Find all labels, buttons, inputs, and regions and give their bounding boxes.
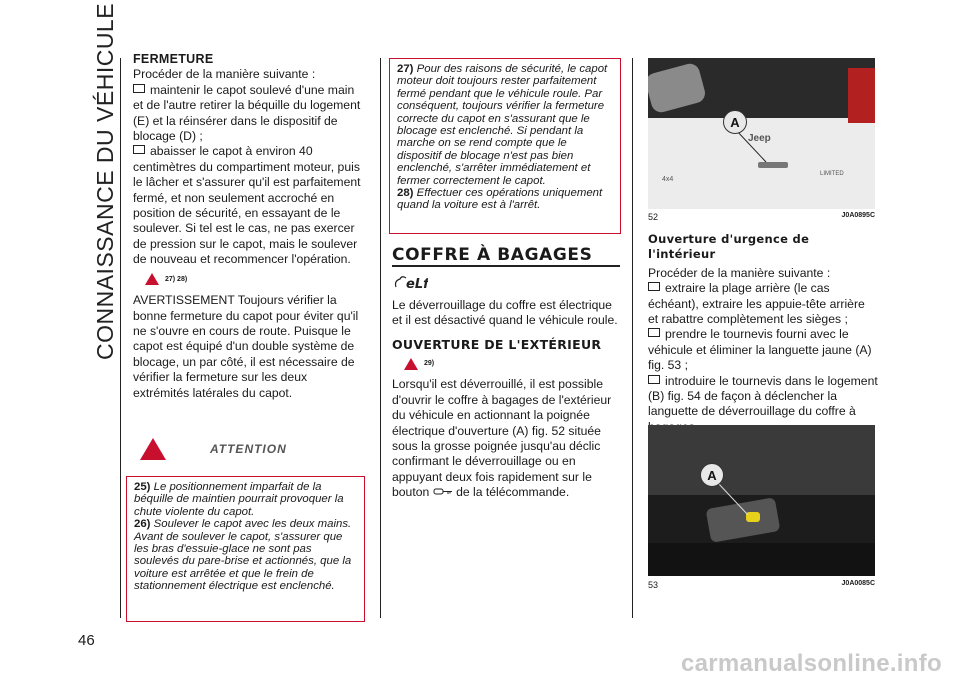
avertissement-text: AVERTISSEMENT Toujours vérifier la bonne fermeture du capot pour éviter qu'il ne s'ouvre en cours de route. Puisque le capot est équipé d'un double système de blocage, un par côté, il est nécessaire de vérifier la fermeture sur les deux extrémités latérales du capot. [133,293,359,400]
callout-leader [648,425,875,576]
step-1: maintenir le capot soulevé d'une main et de l'autre retirer la béquille du logement (E) et la réinsérer dans le dispositif de blocage (D) ; [133,83,365,145]
note-26: Soulever le capot avec les deux mains. Avant de soulever le capot, s'assurer que les bras d'essuie-glace ne sont pas soulevés du pare-brise et actionnés, que la voiture est arrêtée et que le frein de stationnement électrique est enclenché. [134,518,352,593]
figure-code: J0A0085C [841,580,875,587]
figure-number: 52 [648,212,659,222]
column-divider [632,58,633,618]
figure-53-caption [648,580,875,590]
ouverture-body-end: de la télécommande. [456,485,570,500]
note-27: Pour des raisons de sécurité, le capot moteur doit toujours rester parfaitement fermé pendant que le véhicule roule. Par conséquent, toujours vérifier la fermeture correcte du capot en s'assurant que le blocage est enclenché. Si pendant la marche on se rend compte que le dispositif de blocage n'est pas bien enclenché, s'arrêter immédiatement et fermer correctement le capot. [397,63,608,187]
key-fob-icon [433,485,453,499]
step-3: introduire le tournevis dans le logement (B) fig. 54 de façon à déclencher la languette de déverrouillage du coffre à [648,374,878,436]
intro-text: Procéder de la manière suivante : [648,265,831,280]
page-number: 46 [78,632,95,649]
callout-leader [648,58,875,209]
column-1 [133,52,365,401]
ouverture-text [392,377,620,500]
step-2: abaisser le capot à environ 40 centimètres du compartiment moteur, puis le lâcher et s'assurer qu'il est parfaitement fermé, et non seulement accroché en position de sécurité, en essayant de le soulever. Si tel est le cas, ne pas exercer de pression sur le capot, mais le soulever de nouveau et recommencer l'opération. [133,144,365,267]
warning-triangle-icon [404,358,418,370]
figure-52-image [648,58,875,209]
section-heading-coffre: COFFRE À BAGAGES [392,248,620,267]
warning-ref-number: 29) [424,360,435,368]
section-heading-fermeture: FERMETURE [133,52,214,66]
column-3 [648,232,878,435]
note-number: 27) [397,63,414,75]
column-2 [392,245,620,501]
note-25: Le positionnement imparfait de la béquille de maintien pourrait provoquer la chute violente du capot. [134,481,344,518]
column-divider [380,58,381,618]
subsection-heading-urgence: Ouverture d'urgence de l'intérieur [648,232,810,262]
attention-header [140,438,287,460]
warning-triangle-icon [140,438,166,460]
callout-a: A [700,463,724,487]
warning-reference [404,356,620,371]
e-lock-icon [392,273,620,295]
figure-code: J0A0895C [841,212,875,219]
warning-triangle-icon [145,273,159,285]
figure-52-caption [648,212,875,222]
watermark: carmanualsonline.info [680,650,942,677]
note-number: 26) [134,518,151,531]
attention-title: ATTENTION [210,442,287,456]
note-28: Effectuer ces opérations uniquement quand la voiture est à l'arrêt. [397,187,603,212]
note-number: 25) [134,481,151,493]
step-2: prendre le tournevis fourni avec le véhicule et éliminer la languette jaune (A) fig. 53 ; [648,327,878,373]
intro-text: Procéder de la manière suivante : [133,67,316,82]
jeep-badge: Jeep [748,133,771,144]
4x4-badge: 4x4 [662,176,674,183]
notes-box [389,58,621,234]
margin-rule [120,58,121,618]
note-number: 28) [397,187,414,200]
step-1: extraire la plage arrière (le cas échéant), extraire les appuie-tête arrière et rabattre complètement les sièges ; [648,281,878,327]
callout-a: A [723,110,747,134]
figure-53-image [648,425,875,576]
svg-text:eLf: eLf [406,277,428,292]
figure-number: 53 [648,580,659,590]
limited-badge: LIMITED [820,171,844,177]
ouverture-body: Lorsqu'il est déverrouillé, il est possible d'ouvrir le coffre à bagages de l'extérieur du véhicule en actionnant la poignée électrique d'ouverture (A) fig. 52 située sous la grosse poignée jusqu'au déclic confirmant le déverrouillage ou en appuyant deux fois rapidement sur le bouton [392,377,612,500]
attention-box [126,476,365,622]
subsection-heading-exterieur: OUVERTURE DE L'EXTÉRIEUR [392,336,602,352]
intro-text: Le déverrouillage du coffre est électrique et il est désactivé quand le véhicule roule. [392,297,618,328]
chapter-title: CONNAISSANCE DU VÉHICULE [92,2,118,360]
warning-reference [145,272,365,287]
warning-ref-numbers: 27) 28) [165,275,188,283]
